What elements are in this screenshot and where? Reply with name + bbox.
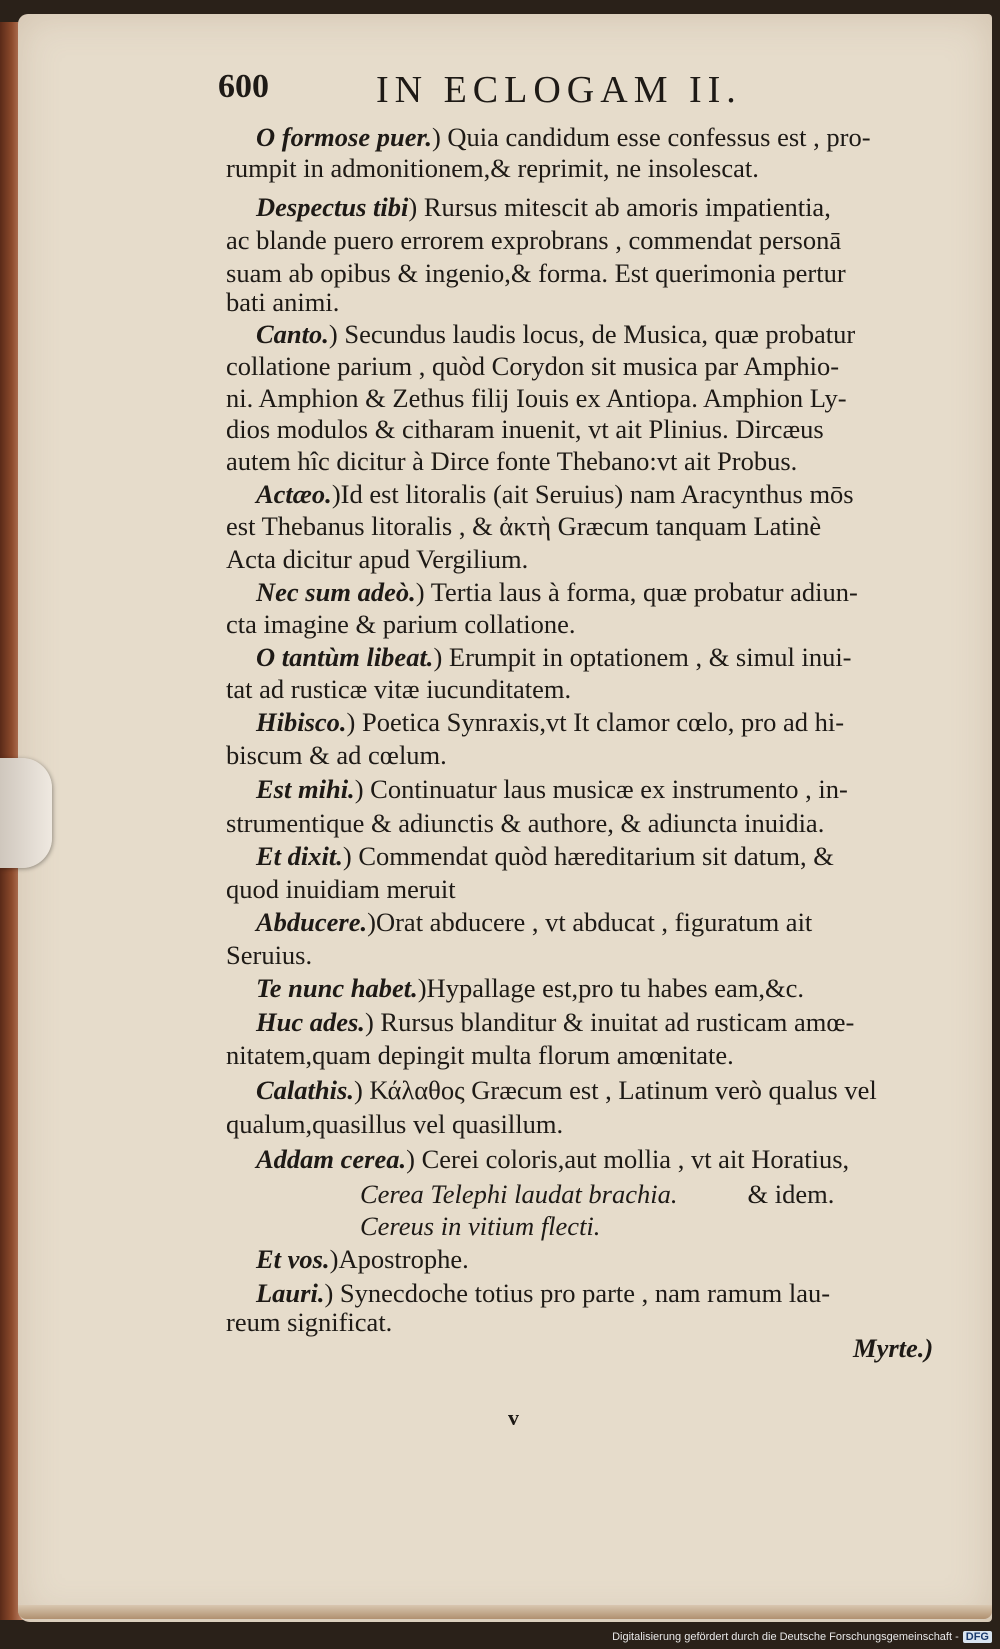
text-line: [256, 972, 804, 1004]
line-text: ) Rursus blanditur & inuitat ad rusticam amœ-: [364, 1007, 855, 1037]
lemma: Et vos.: [256, 1244, 330, 1274]
lemma: Hibisco.: [256, 707, 347, 737]
lemma: Despectus tibi: [256, 192, 409, 222]
lemma: Huc ades.: [256, 1007, 365, 1037]
lemma: Te nunc habet.: [256, 973, 418, 1003]
line-text: ) Quia candidum esse confessus est , pro-: [431, 122, 871, 152]
dfg-badge: DFG: [963, 1631, 992, 1643]
text-line: [360, 1178, 834, 1210]
line-text: )Apostrophe.: [329, 1244, 469, 1274]
line-text: nitatem,quam depingit multa florum amœnitate.: [226, 1040, 734, 1070]
line-text: bati animi.: [226, 287, 340, 317]
text-line: [256, 840, 834, 872]
signature-mark: v: [508, 1405, 519, 1430]
text-line: [256, 706, 844, 738]
text-line: [256, 478, 854, 510]
line-text: ) Κάλαθος Græcum est , Latinum verò qualus vel: [353, 1075, 877, 1105]
text-line: [256, 1243, 469, 1275]
text-line: [226, 807, 824, 839]
line-text: biscum & ad cœlum.: [226, 740, 447, 770]
line-text: ac blande puero errorem exprobrans , commendat personā: [226, 225, 842, 255]
line-text: Acta dicitur apud Vergilium.: [226, 544, 529, 574]
line-text: qualum,quasillus vel quasillum.: [226, 1109, 564, 1139]
lemma: Actæo.: [256, 479, 332, 509]
text-line: [256, 773, 848, 805]
page-edge: [18, 1605, 992, 1619]
text-line: [256, 1143, 849, 1175]
text-line: [226, 350, 839, 382]
lemma: Addam cerea.: [256, 1144, 407, 1174]
line-text: strumentique & adiunctis & authore, & adiuncta inuidia.: [226, 808, 825, 838]
text-line: [226, 673, 571, 705]
line-text: cta imagine & parium collatione.: [226, 609, 576, 639]
line-text: est Thebanus litoralis , & ἀκτὴ Græcum tanquam Latinè: [226, 511, 822, 541]
running-title: IN ECLOGAM II.: [376, 69, 742, 111]
line-text: ) Commendat quòd hæreditarium sit datum, &: [342, 841, 834, 871]
line-text: )Hypallage est,pro tu habes eam,&c.: [417, 973, 805, 1003]
line-text: autem hîc dicitur à Dirce fonte Thebano:vt ait Probus.: [226, 446, 798, 476]
line-text: ni. Amphion & Zethus filij Iouis ex Antiopa. Amphion Ly-: [226, 383, 847, 413]
text-line: [226, 1306, 392, 1338]
lemma: Calathis.: [256, 1075, 354, 1105]
text-line: [256, 318, 855, 350]
line-text: suam ab opibus & ingenio,& forma. Est querimonia pertur: [226, 258, 846, 288]
line-text: )Orat abducere , vt abducat , figuratum ait: [367, 907, 813, 937]
text-line: [226, 873, 456, 905]
line-text: quod inuidiam meruit: [226, 874, 456, 904]
lemma: Canto.: [256, 319, 329, 349]
line-text: reum significat.: [226, 1307, 393, 1337]
line-text: collatione parium , quòd Corydon sit musica par Amphio-: [226, 351, 840, 381]
lemma: Est mihi.: [256, 774, 355, 804]
text-line: [226, 286, 339, 318]
text-line: [226, 413, 824, 445]
text-line: [226, 382, 847, 414]
footer-credit: [612, 1631, 992, 1643]
page-header: [218, 68, 838, 118]
lemma: O formose puer.: [256, 122, 432, 152]
text-line: [360, 1210, 670, 1242]
lemma: Et dixit.: [256, 841, 343, 871]
line-text: rumpit in admonitionem,& reprimit, ne insolescat.: [226, 153, 759, 183]
text-line: [256, 906, 812, 938]
text-line: [256, 576, 858, 608]
line-text: & idem.: [747, 1179, 835, 1209]
line-text: ) Rursus mitescit ab amoris impatientia,: [408, 192, 831, 222]
text-line: [226, 224, 841, 256]
text-line: [226, 257, 846, 289]
line-text: tat ad rusticæ vitæ iucunditatem.: [226, 674, 572, 704]
catchword: Myrte.): [853, 1333, 934, 1363]
line-text: ) Poetica Synraxis,vt It clamor cœlo, pro ad hi-: [346, 707, 845, 737]
line-text: )Id est litoralis (ait Seruius) nam Aracynthus mōs: [331, 479, 854, 509]
line-text: ) Secundus laudis locus, de Musica, quæ probatur: [328, 319, 856, 349]
lemma: Nec sum adeò.: [256, 577, 416, 607]
line-text: ) Erumpit in optationem , & simul inui-: [433, 642, 852, 672]
line-text: ) Synecdoche totius pro parte , nam ramum lau-: [324, 1278, 831, 1308]
text-line: [226, 1039, 734, 1071]
text-line: [256, 121, 871, 153]
folio-number: 600: [218, 68, 269, 105]
text-line: [256, 1074, 877, 1106]
line-text: Seruius.: [226, 940, 313, 970]
lemma: O tantùm libeat.: [256, 642, 434, 672]
text-line: [256, 191, 831, 223]
text-line: [226, 510, 821, 542]
line-text: dios modulos & citharam inuenit, vt ait Plinius. Dircæus: [226, 414, 824, 444]
line-text: ) Tertia laus à forma, quæ probatur adiun-: [415, 577, 858, 607]
text-line: [226, 1108, 563, 1140]
quoted-verse: Cereus in vitium flecti.: [360, 1211, 601, 1241]
text-line: [226, 445, 797, 477]
footer-text: Digitalisierung gefördert durch die Deutsche Forschungsgemeinschaft -: [612, 1631, 959, 1643]
text-line: [226, 152, 759, 184]
page-tab: [0, 758, 52, 868]
line-text: ) Cerei coloris,aut mollia , vt ait Horatius,: [406, 1144, 850, 1174]
text-line: [256, 1277, 830, 1309]
lemma: Lauri.: [256, 1278, 325, 1308]
text-line: [226, 939, 312, 971]
text-line: [226, 608, 576, 640]
quoted-verse: Cerea Telephi laudat brachia.: [360, 1179, 678, 1209]
lemma: Abducere.: [256, 907, 368, 937]
text-line: [226, 543, 528, 575]
line-text: ) Continuatur laus musicæ ex instrumento , in-: [354, 774, 848, 804]
text-line: [256, 1006, 854, 1038]
text-line: [256, 641, 852, 673]
text-line: [226, 739, 447, 771]
